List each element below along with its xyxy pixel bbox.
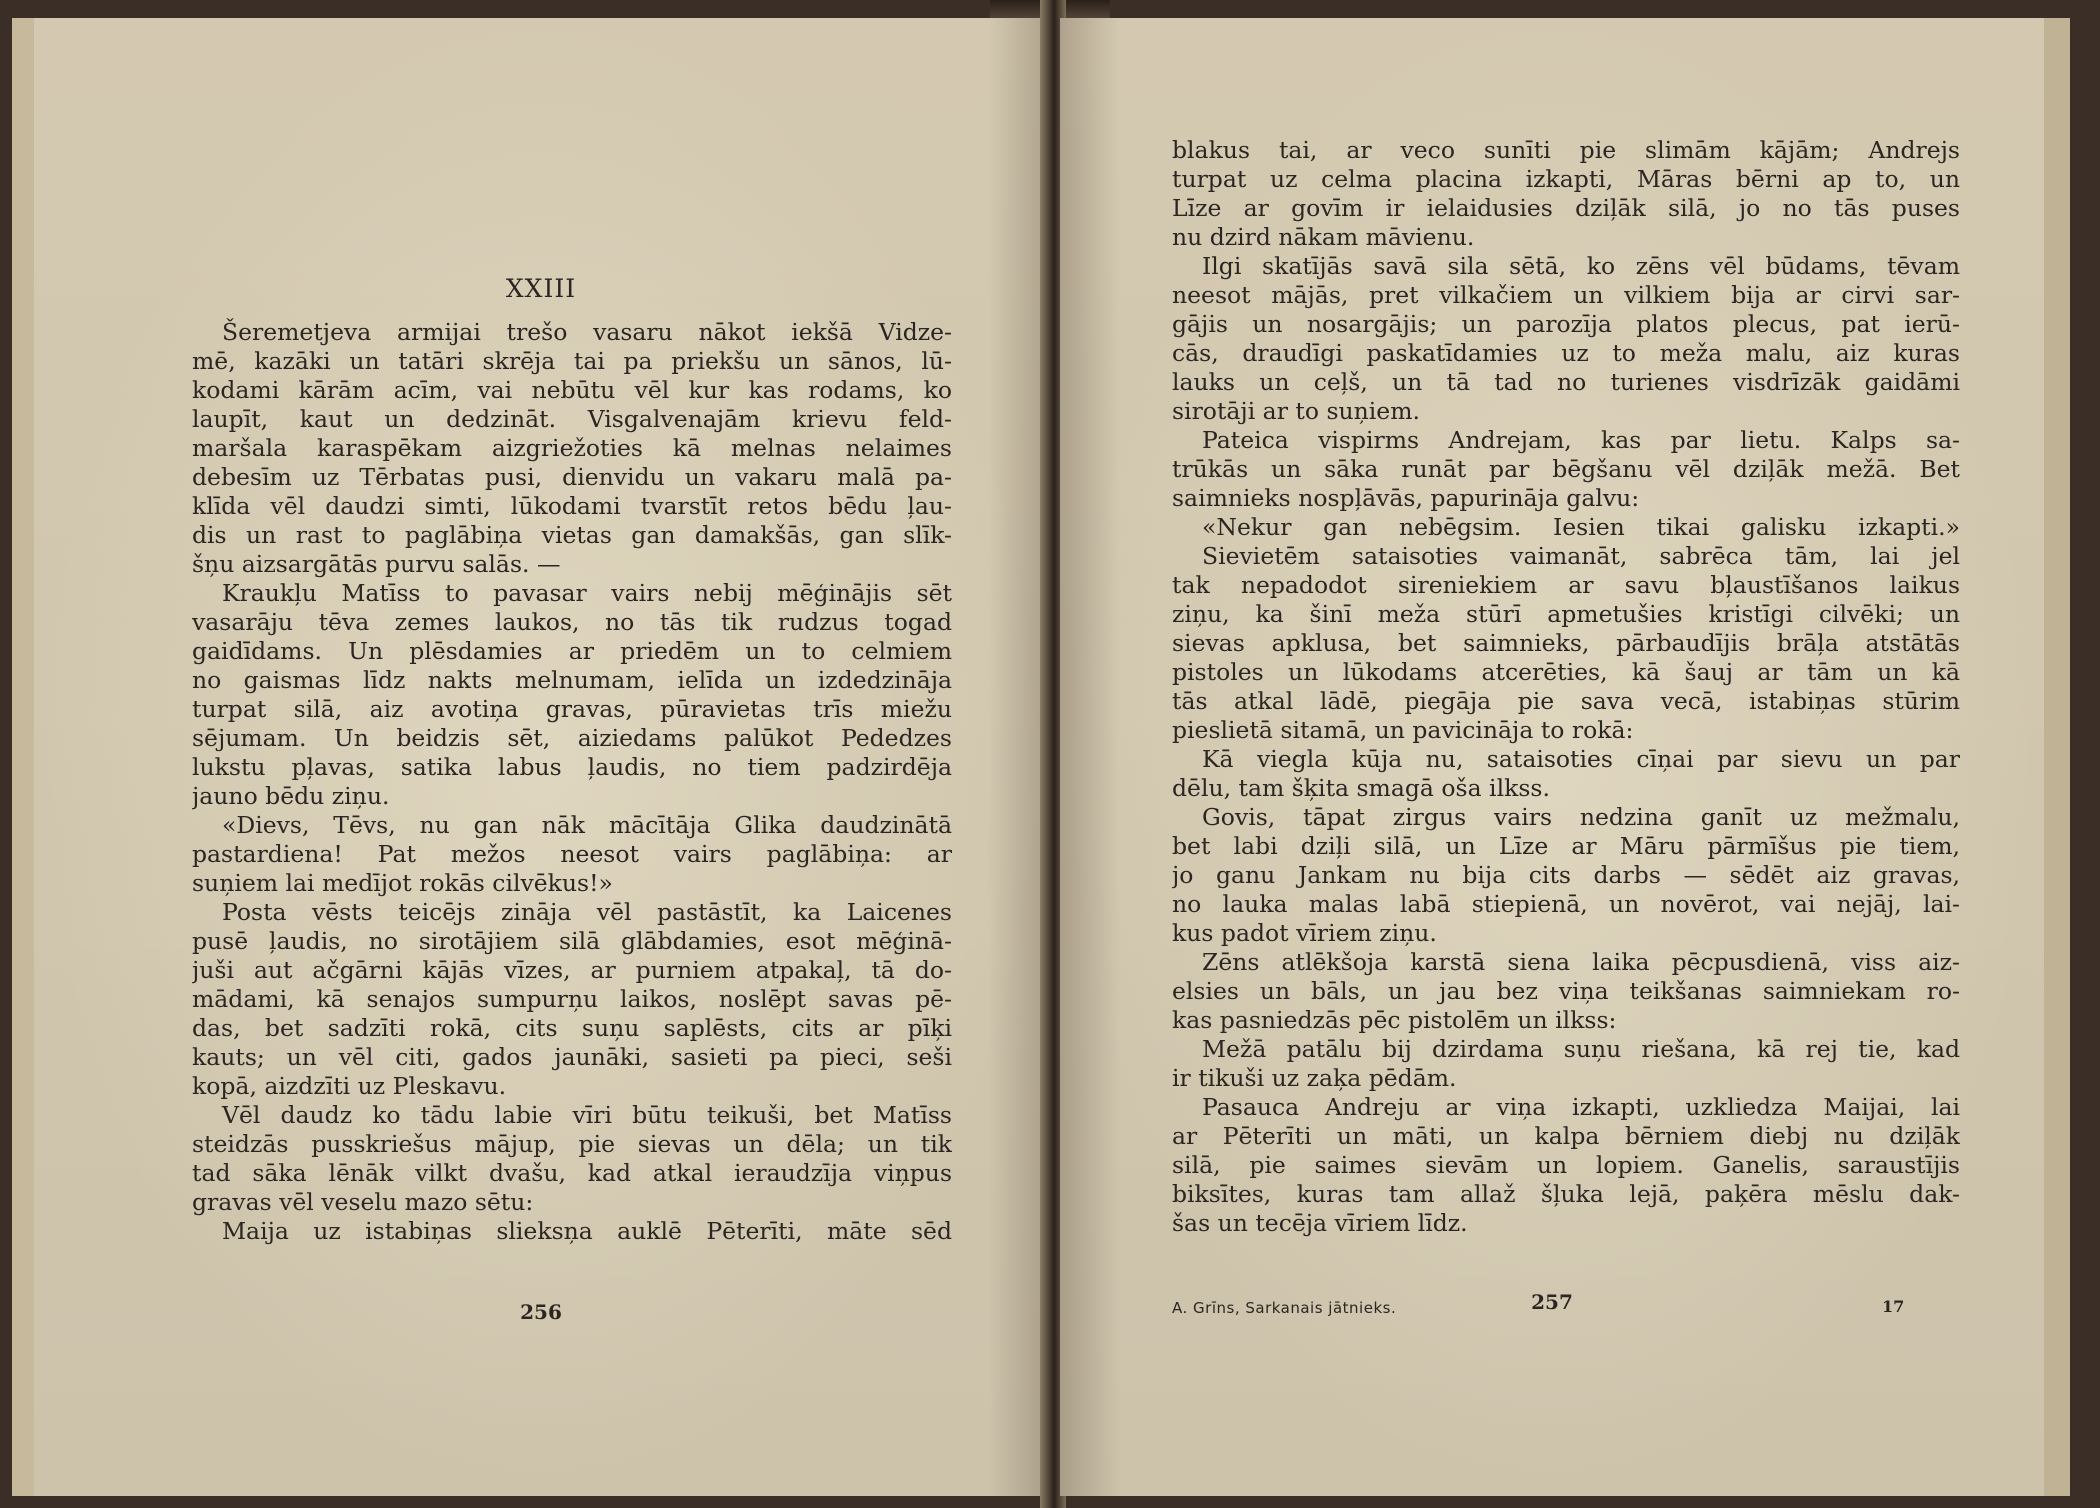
text-line: Kā viegla kūja nu, sataisoties cīņai par sievu un par <box>1202 745 1960 773</box>
text-line: ziņu, ka šinī meža stūrī apmetušies kristīgi cilvēki; un <box>1172 600 1960 628</box>
text-line: kauts; un vēl citi, gados jaunāki, sasieti pa pieci, seši <box>192 1043 952 1071</box>
left-page-body-text <box>192 318 952 1246</box>
text-line: lukstu pļavas, satika labus ļaudis, no tiem padzirdēja <box>192 753 952 781</box>
text-line: bet labi dziļi silā, un Līze ar Māru pārmīšus pie tiem, <box>1172 832 1960 860</box>
text-line: elsies un bāls, un jau bez viņa teikšanas saimniekam ro- <box>1172 977 1960 1005</box>
text-line: Ilgi skatījās savā sila sētā, ko zēns vēl būdams, tēvam <box>1202 252 1960 280</box>
text-line: sirotāji ar to suņiem. <box>1172 397 1420 425</box>
text-line: neesot mājās, pret vilkačiem un vilkiem bija ar cirvi sar- <box>1172 281 1960 309</box>
text-line: Sievietēm sataisoties vaimanāt, sabrēca tām, lai jel <box>1202 542 1960 570</box>
text-line: jauno bēdu ziņu. <box>192 782 390 810</box>
text-line: trūkās un sāka runāt par bēgšanu vēl dziļāk mežā. Bet <box>1172 455 1960 483</box>
text-line: pieslietā sitamā, un pavicināja to rokā: <box>1172 716 1634 744</box>
text-line: dis un rast to paglābiņa vietas gan damakšās, gan slīk- <box>192 521 952 549</box>
text-line: klīda vēl daudzi simti, lūkodami tvarstīt retos bēdu ļau- <box>192 492 952 520</box>
text-line: Šeremetjeva armijai trešo vasaru nākot iekšā Vidze- <box>222 318 952 346</box>
text-line: Zēns atlēkšoja karstā siena laika pēcpusdienā, viss aiz- <box>1202 948 1960 976</box>
text-line: nu dzird nākam māvienu. <box>1172 223 1475 251</box>
text-line: Mežā patālu bij dzirdama suņu riešana, kā rej tie, kad <box>1202 1035 1960 1063</box>
text-line: blakus tai, ar veco sunīti pie slimām kājām; Andrejs <box>1172 136 1960 164</box>
text-line: kas pasniedzās pēc pistolēm un ilkss: <box>1172 1006 1617 1034</box>
text-line: vasarāju tēva zemes laukos, no tās tik rudzus togad <box>192 608 952 636</box>
left-page <box>12 18 1048 1496</box>
text-line: Kraukļu Matīss to pavasar vairs nebij mēģinājis sēt <box>222 579 952 607</box>
text-line: saimnieks nospļāvās, papurināja galvu: <box>1172 484 1640 512</box>
text-line: no gaismas līdz nakts melnumam, ielīda un izdedzināja <box>192 666 952 694</box>
text-line: Maija uz istabiņas slieksņa auklē Pēterīti, māte sēd <box>222 1217 952 1245</box>
text-line: turpat silā, aiz avotiņa gravas, pūravietas trīs miežu <box>192 695 952 723</box>
text-line: silā, pie saimes sievām un lopiem. Ganelis, saraustījis <box>1172 1151 1960 1179</box>
text-line: tak nepadodot sireniekiem ar savu bļaustīšanos laikus <box>1172 571 1960 599</box>
chapter-heading: XXIII <box>505 274 577 303</box>
right-page-body-text <box>1172 136 1960 1238</box>
text-line: Govis, tāpat zirgus vairs nedzina ganīt uz mežmalu, <box>1202 803 1960 831</box>
text-line: das, bet sadzīti rokā, cits suņu saplēsts, cits ar pīķi <box>192 1014 952 1042</box>
text-line: gaidīdams. Un plēsdamies ar priedēm un to celmiem <box>192 637 952 665</box>
printer-signature-line: A. Grīns, Sarkanais jātnieks. <box>1172 1299 1397 1317</box>
text-line: ar Pēterīti un māti, un kalpa bērniem diebj nu dziļāk <box>1172 1122 1960 1150</box>
text-line: Pateica vispirms Andrejam, kas par lietu. Kalps sa- <box>1202 426 1960 454</box>
printer-signature-number: 17 <box>1882 1297 1905 1316</box>
text-line: Vēl daudz ko tādu labie vīri būtu teikuši, bet Matīss <box>222 1101 952 1129</box>
text-line: pastardiena! Pat mežos neesot vairs paglābiņa: ar <box>192 840 952 868</box>
text-line: pusē ļaudis, no sirotājiem silā glābdamies, esot mēģinā- <box>192 927 952 955</box>
text-line: steidzās pusskriešus mājup, pie sievas un dēla; un tik <box>192 1130 952 1158</box>
text-line: kodami kārām acīm, vai nebūtu vēl kur kas rodams, ko <box>192 376 952 404</box>
text-line: sējumam. Un beidzis sēt, aiziedams palūkot Pededzes <box>192 724 952 752</box>
text-line: Posta vēsts teicējs zināja vēl pastāstīt, ka Laicenes <box>222 898 952 926</box>
text-line: pistoles un lūkodams atcerēties, kā šauj ar tām un kā <box>1172 658 1960 686</box>
text-line: cās, draudīgi paskatīdamies uz to meža malu, aiz kuras <box>1172 339 1960 367</box>
text-line: debesīm uz Tērbatas pusi, dienvidu un vakaru malā pa- <box>192 463 952 491</box>
text-line: šas un tecēja vīriem līdz. <box>1172 1209 1468 1237</box>
text-line: ir tikuši uz zaķa pēdām. <box>1172 1064 1457 1092</box>
text-line: biksītes, kuras tam allaž šļuka lejā, paķēra mēslu dak- <box>1172 1180 1960 1208</box>
text-line: gājis un nosargājis; un parozīja platos plecus, pat ierū- <box>1172 310 1960 338</box>
text-line: juši aut ačgārni kājās vīzes, ar purniem atpakaļ, tā do- <box>192 956 952 984</box>
text-line: šņu aizsargātās purvu salās. — <box>192 550 561 578</box>
left-page-gutter-shadow <box>988 18 1048 1496</box>
text-line: no lauka malas labā stiepienā, un novērot, vai nejāj, lai- <box>1172 890 1960 918</box>
text-line: sievas apklusa, bet saimnieks, pārbaudījis brāļa atstātās <box>1172 629 1960 657</box>
left-page-number: 256 <box>520 1300 562 1324</box>
text-line: maršala karaspēkam aizgriežoties kā melnas nelaimes <box>192 434 952 462</box>
right-page-gutter-shadow <box>1060 18 1120 1496</box>
text-line: Līze ar govīm ir ielaidusies dziļāk silā, jo no tās puses <box>1172 194 1960 222</box>
text-line: mē, kazāki un tatāri skrēja tai pa priekšu un sānos, lū- <box>192 347 952 375</box>
text-line: kus padot vīriem ziņu. <box>1172 919 1437 947</box>
text-line: dēlu, tam šķita smagā oša ilkss. <box>1172 774 1550 802</box>
text-line: tad sāka lēnāk vilkt dvašu, kad atkal ieraudzīja viņpus <box>192 1159 952 1187</box>
text-line: mādami, kā senajos sumpurņu laikos, noslēpt savas pē- <box>192 985 952 1013</box>
right-page-number: 257 <box>1531 1290 1573 1314</box>
text-line: tās atkal lādē, piegāja pie sava vecā, istabiņas stūrim <box>1172 687 1960 715</box>
text-line: «Dievs, Tēvs, nu gan nāk mācītāja Glika daudzinātā <box>222 811 952 839</box>
text-line: gravas vēl veselu mazo sētu: <box>192 1188 534 1216</box>
text-line: «Nekur gan nebēgsim. Iesien tikai galisku izkapti.» <box>1202 513 1960 541</box>
text-line: jo ganu Jankam nu bija cits darbs — sēdēt aiz gravas, <box>1172 861 1960 889</box>
text-line: turpat uz celma placina izkapti, Māras bērni ap to, un <box>1172 165 1960 193</box>
right-page <box>1060 18 2070 1496</box>
text-line: lauks un ceļš, un tā tad no turienes visdrīzāk gaidāmi <box>1172 368 1960 396</box>
text-line: laupīt, kaut un dedzināt. Visgalvenajām krievu feld- <box>192 405 952 433</box>
text-line: Pasauca Andreju ar viņa izkapti, uzkliedza Maijai, lai <box>1202 1093 1960 1121</box>
text-line: suņiem lai medījot rokās cilvēkus!» <box>192 869 613 897</box>
text-line: kopā, aizdzīti uz Pleskavu. <box>192 1072 507 1100</box>
